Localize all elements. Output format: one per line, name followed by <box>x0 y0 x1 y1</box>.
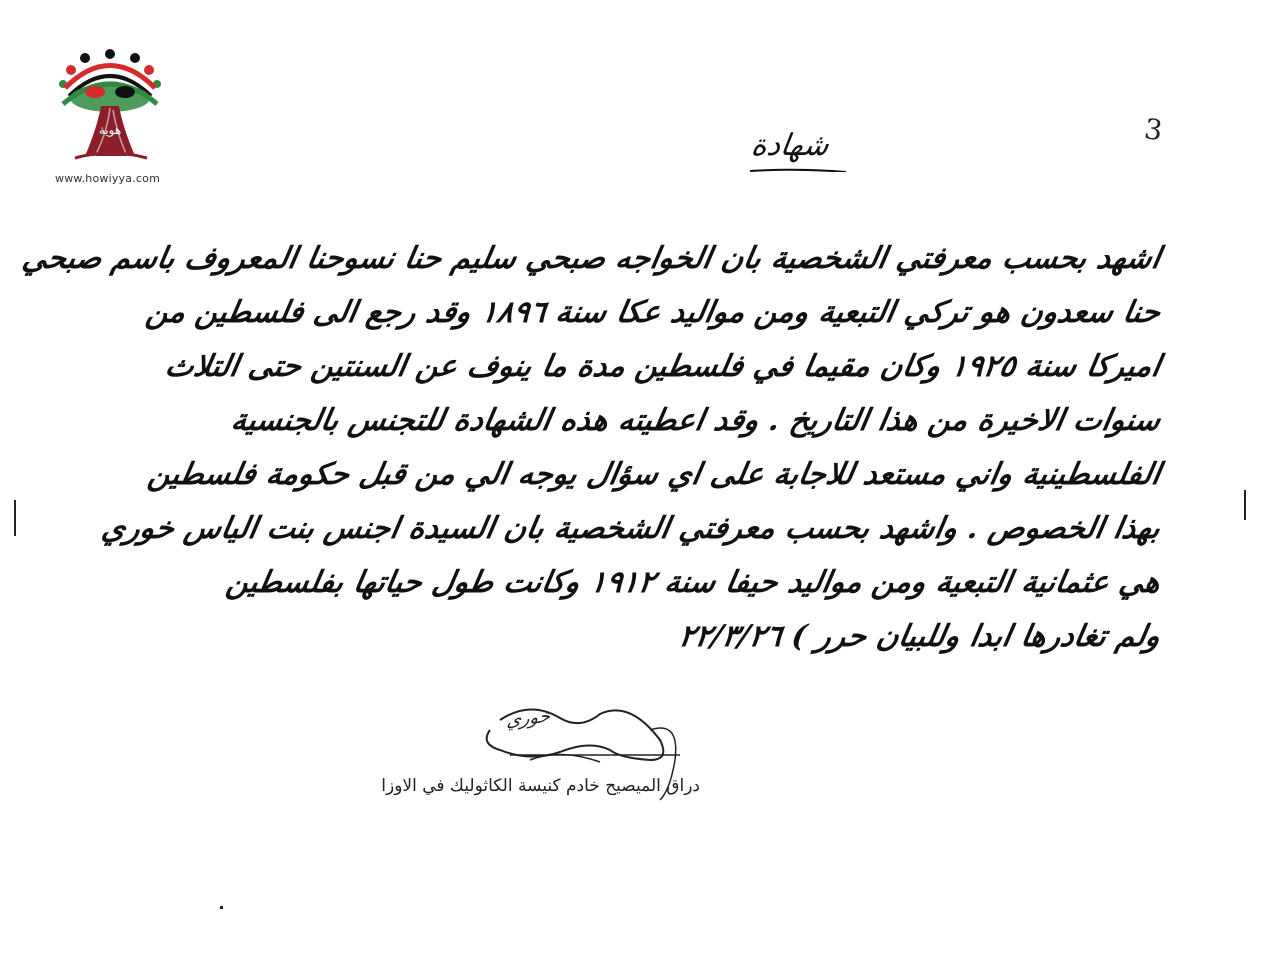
body-line: هي عثمانية التبعية ومن مواليد حيفا سنة ١٩١٢ وكانت طول حياتها بفلسطين <box>223 565 1164 600</box>
body-line: الفلسطينية واني مستعد للاجابة على اي سؤال يوجه الي من قبل حكومة فلسطين <box>145 457 1164 492</box>
body-line: اميركا سنة ١٩٢٥ وكان مقيما في فلسطين مدة ما ينوف عن السنتين حتى التلاث <box>162 349 1164 384</box>
document-date: ٢٢/٣/٢٦ <box>676 619 785 654</box>
signature-role-text: خادم كنيسة الكاثوليك في الاوزا <box>381 776 600 796</box>
body-line: بهذا الخصوص . واشهد بحسب معرفتي الشخصية بان السيدة اجنس بنت الياس خوري <box>99 511 1164 546</box>
document-title: شهادة <box>748 128 832 163</box>
signature-name: خوري <box>505 705 552 732</box>
scan-edge-mark <box>14 500 16 536</box>
scan-edge-mark <box>1244 490 1246 520</box>
signature-role <box>381 776 700 796</box>
signature-block <box>360 700 700 820</box>
title-underline <box>748 168 848 172</box>
logo-brand-text: هوية <box>98 123 122 137</box>
body-line: اشهد بحسب معرفتي الشخصية بان الخواجه صبحي سليم حنا نسوحنا المعروف باسم صبحي <box>19 241 1164 276</box>
signature-title: دراق الميصيح <box>605 776 700 796</box>
body-line: سنوات الاخيرة من هذا التاريخ . وقد اعطيته هذه الشهادة للتجنس بالجنسية <box>228 403 1164 438</box>
date-separator: ) <box>778 619 810 654</box>
site-logo <box>40 48 175 193</box>
logo-url[interactable]: www.howiyya.com <box>55 172 160 185</box>
document-body <box>19 232 1164 664</box>
closing-text: ولم تغادرها ابدا وللبيان حرر <box>813 619 1164 654</box>
scan-dot <box>220 906 223 909</box>
body-line-last <box>25 610 1165 664</box>
tree-logo-icon <box>55 48 165 168</box>
body-line: حنا سعدون هو تركي التبعية ومن مواليد عكا سنة ١٨٩٦ وقد رجع الى فلسطين من <box>143 295 1164 330</box>
page-number: 3 <box>1142 112 1165 148</box>
